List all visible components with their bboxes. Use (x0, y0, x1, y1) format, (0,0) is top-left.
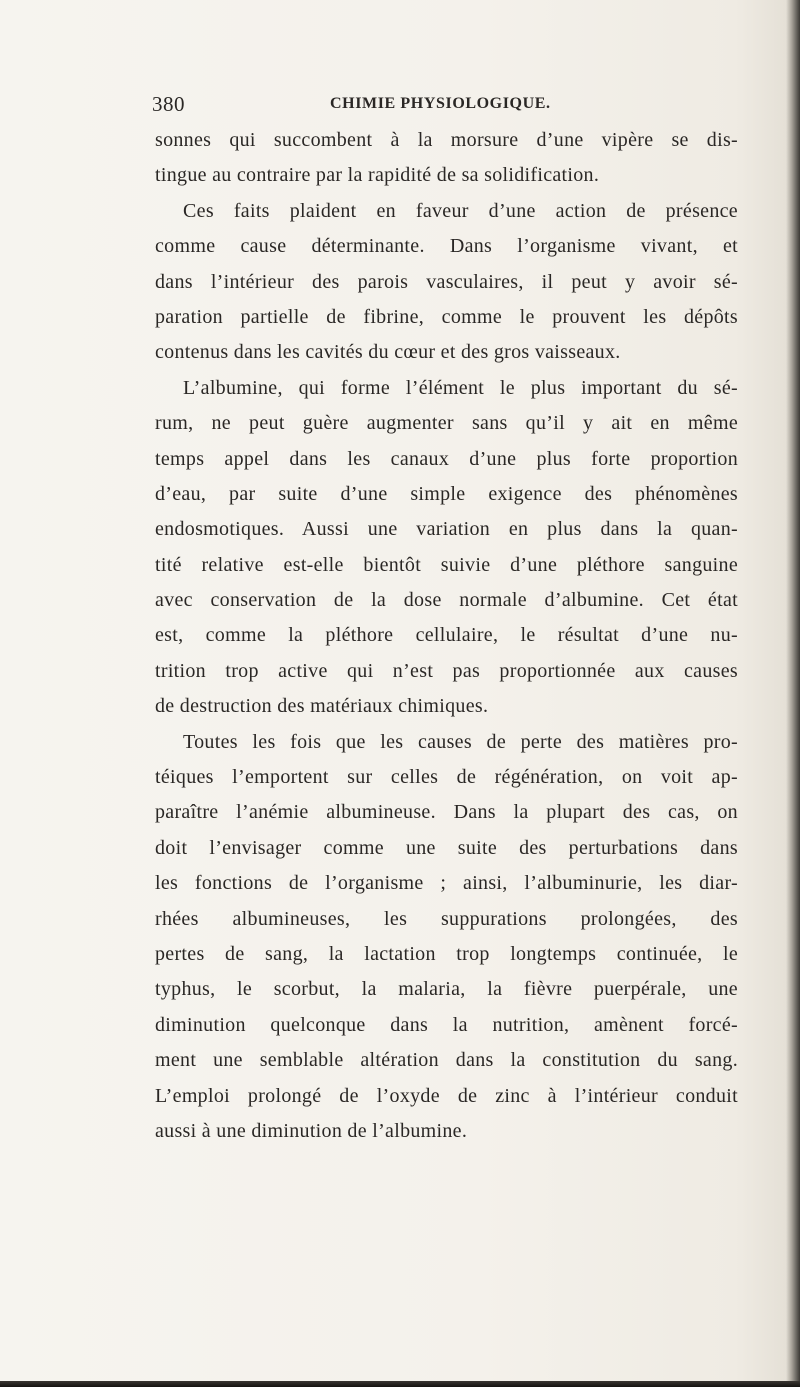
text-line: endosmotiques. Aussi une variation en plus dans la quan- (155, 518, 738, 541)
text-line: doit l’envisager comme une suite des perturbations dans (155, 836, 738, 859)
running-title: CHIMIE PHYSIOLOGIQUE. (330, 95, 551, 112)
text-line: temps appel dans les canaux d’une plus forte proportion (155, 447, 738, 470)
text-line: diminution quelconque dans la nutrition, amènent forcé- (155, 1013, 738, 1036)
text-line: comme cause déterminante. Dans l’organisme vivant, et (155, 235, 738, 258)
text-line: paration partielle de fibrine, comme le prouvent les dépôts (155, 305, 738, 328)
text-line: contenus dans les cavités du cœur et des gros vaisseaux. (155, 341, 621, 364)
text-line: avec conservation de la dose normale d’albumine. Cet état (155, 589, 738, 612)
text-line: les fonctions de l’organisme ; ainsi, l’albuminurie, les diar- (155, 872, 738, 895)
text-line: dans l’intérieur des parois vasculaires, il peut y avoir sé- (155, 270, 738, 293)
paragraph-first-line: L’albumine, qui forme l’élément le plus important du sé- (183, 376, 738, 399)
body-text (155, 123, 738, 1149)
text-line: sonnes qui succombent à la morsure d’une vipère se dis- (155, 129, 738, 151)
text-line: pertes de sang, la lactation trop longtemps continuée, le (155, 942, 738, 965)
paragraph-first-line: Toutes les fois que les causes de perte des matières pro- (183, 730, 738, 753)
page-number: 380 (152, 92, 185, 116)
text-line: rhées albumineuses, les suppurations prolongées, des (155, 907, 738, 930)
text-line: tité relative est-elle bientôt suivie d’une pléthore sanguine (155, 553, 738, 576)
text-line: ment une semblable altération dans la constitution du sang. (155, 1049, 738, 1072)
text-line: rum, ne peut guère augmenter sans qu’il y ait en même (155, 412, 738, 435)
text-line: paraître l’anémie albumineuse. Dans la plupart des cas, on (155, 801, 738, 824)
paragraph-first-line: Ces faits plaident en faveur d’une action de présence (183, 199, 738, 222)
bottom-edge-rule (0, 1381, 800, 1387)
text-line: est, comme la pléthore cellulaire, le résultat d’une nu- (155, 624, 738, 647)
text-line: aussi à une diminution de l’albumine. (155, 1119, 468, 1142)
text-line: téiques l’emportent sur celles de régénération, on voit ap- (155, 766, 738, 789)
text-line: tingue au contraire par la rapidité de sa solidification. (155, 164, 600, 187)
page-edge-shadow (786, 0, 800, 1387)
text-line: typhus, le scorbut, la malaria, la fièvre puerpérale, une (155, 978, 738, 1001)
text-line: de destruction des matériaux chimiques. (155, 695, 489, 718)
text-line: d’eau, par suite d’une simple exigence des phénomènes (155, 482, 738, 505)
page-header (152, 92, 712, 120)
text-line: trition trop active qui n’est pas proportionnée aux causes (155, 659, 738, 682)
text-line: L’emploi prolongé de l’oxyde de zinc à l’intérieur conduit (155, 1084, 738, 1107)
